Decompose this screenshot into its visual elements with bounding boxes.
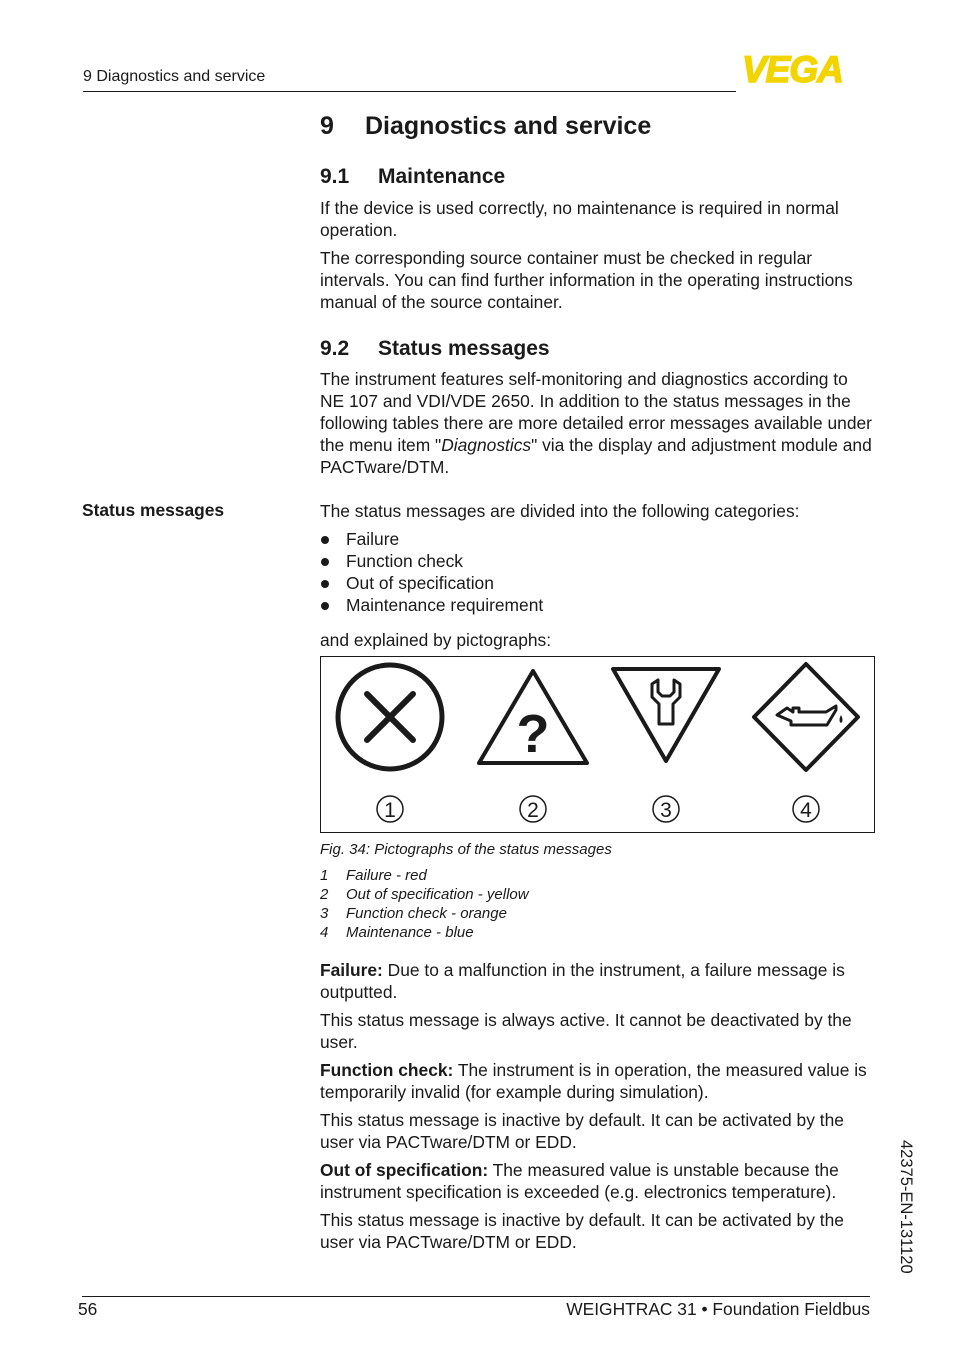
header-rule [83,91,736,92]
running-header: 9 Diagnostics and service [83,68,266,85]
out-of-specification-term: Out of specification: [320,1160,489,1180]
maintenance-paragraph-1: If the device is used correctly, no maintenance is required in normal operation. [320,198,839,240]
maintenance-paragraph-2: The corresponding source container must be checked in regular intervals. You can find further information in the operating instructions manual of the source container. [320,248,853,312]
list-item: Out of specification [320,572,543,594]
product-name: WEIGHTRAC 31 • Foundation Fieldbus [566,1299,870,1319]
pictograph-number-2 [520,796,546,822]
svg-text:3: 3 [660,799,672,822]
maintenance-title: Maintenance [378,165,506,188]
function-check-note: This status message is inactive by default. It can be activated by the user via PACTware/DTM or EDD. [320,1110,844,1152]
maintenance-oilcan-icon [754,664,858,770]
status-number: 9.2 [320,337,350,360]
status-title: Status messages [378,337,550,360]
list-item: 3 Function check - orange [320,905,507,922]
figure-caption: Fig. 34: Pictographs of the status messages [320,841,612,858]
document-code: 42375-EN-131120 [897,1140,915,1274]
maintenance-heading [320,165,505,189]
status-heading [320,337,550,361]
pictographs-intro: and explained by pictographs: [320,630,552,650]
pictograph-number-4 [793,796,819,822]
svg-text:4: 4 [800,799,812,822]
list-item: 2 Out of specification - yellow [320,886,529,903]
categories-intro: The status messages are divided into the following categories: [320,501,800,521]
vega-logo [742,52,874,86]
pictograph-number-1 [377,796,403,822]
margin-label-status-messages: Status messages [82,500,225,520]
out-of-specification-description: Out of specification: The measured value is unstable because the instrument specification is exceeded (e.g. electronics temperature). [320,1160,839,1202]
pictograph-number-3 [653,796,679,822]
logo-text: VEGA [742,52,843,86]
page-number: 56 [78,1299,98,1319]
chapter-heading [320,112,651,141]
list-item: Failure [320,528,543,550]
figure-legend [320,866,529,942]
list-item: 1 Failure - red [320,867,427,884]
function-check-term: Function check: [320,1060,454,1080]
out-of-specification-note: This status message is inactive by default. It can be activated by the user via PACTware/DTM or EDD. [320,1210,844,1252]
failure-term: Failure: [320,960,383,980]
category-list [320,528,543,616]
svg-text:2: 2 [527,799,539,822]
failure-description: Failure: Due to a malfunction in the instrument, a failure message is outputted. [320,960,845,1002]
list-item: 4 Maintenance - blue [320,924,474,941]
chapter-number: 9 [320,112,334,140]
pictograph-figure [320,656,875,833]
out-of-specification-question-icon [479,671,587,764]
failure-note: This status message is always active. It cannot be deactivated by the user. [320,1010,852,1052]
list-item: Maintenance requirement [320,594,543,616]
pictograph-canvas [321,657,874,832]
failure-cross-icon [338,665,442,769]
chapter-title: Diagnostics and service [365,112,652,140]
list-item: Function check [320,550,543,572]
svg-text:?: ? [516,704,550,764]
svg-text:1: 1 [384,799,396,822]
diagnostics-menu-item: Diagnostics [441,435,532,455]
footer-rule [82,1296,870,1297]
status-intro-paragraph: The instrument features self-monitoring and diagnostics according to NE 107 and VDI/VDE 2650. In addition to the status messages in the following tables there are more detailed error messages available under the menu item "Diagnostics" via the display and adjustment module and PACTware/DTM. [320,369,872,477]
function-check-description: Function check: The instrument is in operation, the measured value is temporarily invalid (for example during simulation). [320,1060,867,1102]
function-check-wrench-icon [613,669,719,761]
maintenance-number: 9.1 [320,165,350,188]
